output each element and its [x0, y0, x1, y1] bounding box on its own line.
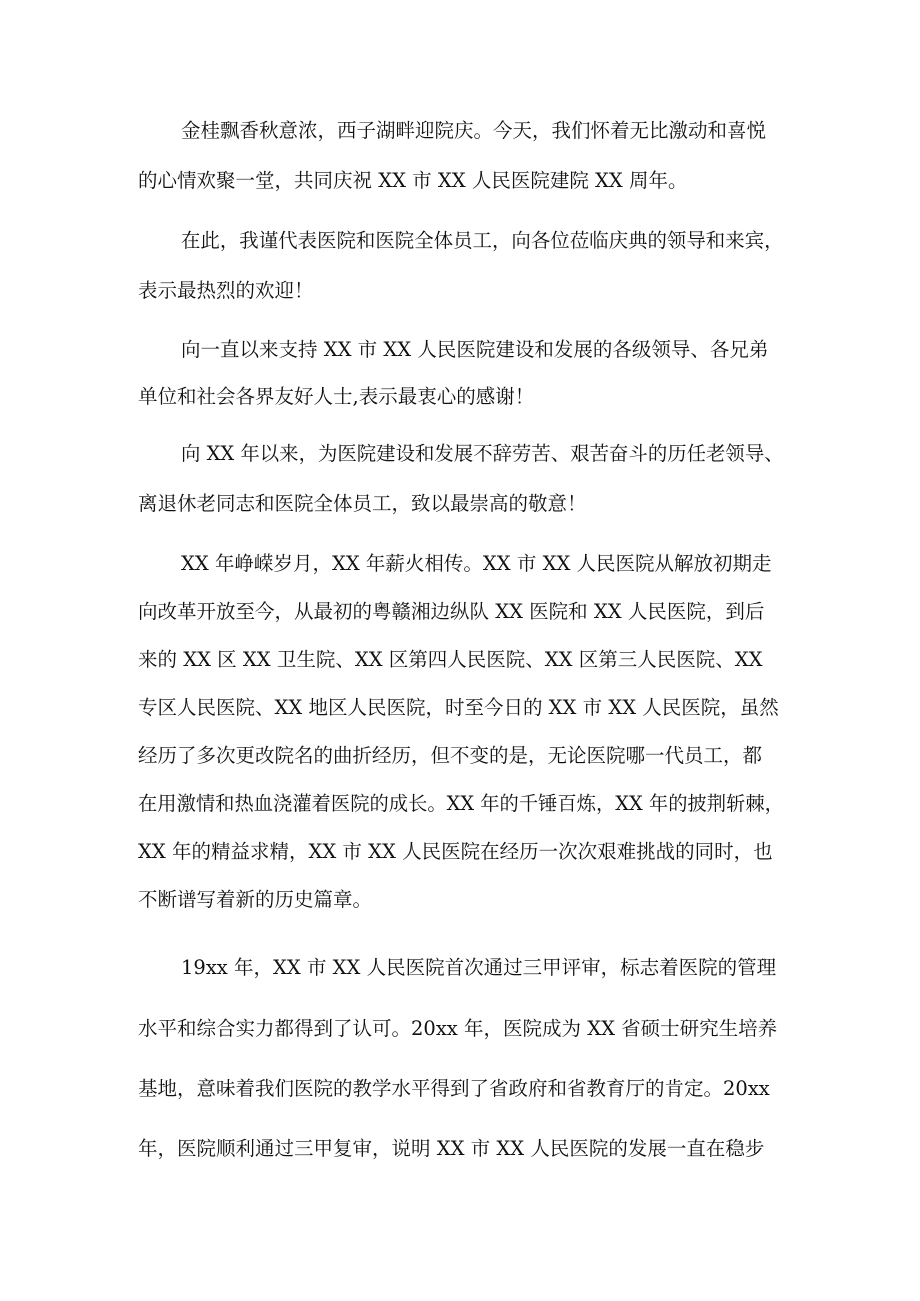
paragraph-6-line-2: 水平和综合实力都得到了认可。20xx 年，医院成为 XX 省硕士研究生培养: [138, 1017, 778, 1040]
paragraph-4-line-2: 离退休老同志和医院全体员工，致以最崇高的敬意！: [138, 492, 587, 515]
paragraph-5-line-1: XX 年峥嵘岁月，XX 年薪火相传。XX 市 XX 人民医院从解放初期走: [181, 552, 772, 575]
paragraph-5-line-6: 在用激情和热血浇灌着医院的成长。XX 年的千锤百炼，XX 年的披荆斩棘，: [138, 792, 784, 815]
paragraph-6-line-3: 基地，意味着我们医院的教学水平得到了省政府和省教育厅的肯定。20xx: [138, 1077, 770, 1100]
paragraph-5-line-8: 不断谱写着新的历史篇章。: [138, 888, 373, 911]
paragraph-2-line-2: 表示最热烈的欢迎！: [138, 279, 314, 302]
paragraph-1-line-2: 的心情欢聚一堂，共同庆祝 XX 市 XX 人民医院建院 XX 周年。: [138, 169, 688, 192]
paragraph-6-line-4: 年，医院顺利通过三甲复审，说明 XX 市 XX 人民医院的发展一直在稳步: [138, 1137, 765, 1160]
paragraph-3-line-1: 向一直以来支持 XX 市 XX 人民医院建设和发展的各级领导、各兄弟: [181, 338, 769, 361]
paragraph-2-line-1: 在此，我谨代表医院和医院全体员工，向各位莅临庆典的领导和来宾，: [181, 229, 784, 252]
paragraph-4-line-1: 向 XX 年以来，为医院建设和发展不辞劳苦、艰苦奋斗的历任老领导、: [181, 442, 784, 465]
paragraph-5-line-3: 来的 XX 区 XX 卫生院、XX 区第四人民医院、XX 区第三人民医院、XX: [138, 648, 763, 671]
paragraph-5-line-7: XX 年的精益求精，XX 市 XX 人民医院在经历一次次艰难挑战的同时，也: [138, 840, 773, 863]
paragraph-3-line-2: 单位和社会各界友好人士,表示最衷心的感谢！: [138, 385, 535, 408]
paragraph-5-line-2: 向改革开放至今，从最初的粤赣湘边纵队 XX 医院和 XX 人民医院，到后: [138, 600, 765, 623]
paragraph-5-line-5: 经历了多次更改院名的曲折经历，但不变的是，无论医院哪一代员工，都: [138, 744, 763, 767]
paragraph-6-line-1: 19xx 年，XX 市 XX 人民医院首次通过三甲评审，标志着医院的管理: [181, 956, 777, 979]
paragraph-5-line-4: 专区人民医院、XX 地区人民医院，时至今日的 XX 市 XX 人民医院，虽然: [138, 696, 779, 719]
paragraph-1-line-1: 金桂飘香秋意浓，西子湖畔迎院庆。今天，我们怀着无比激动和喜悦: [181, 119, 767, 142]
